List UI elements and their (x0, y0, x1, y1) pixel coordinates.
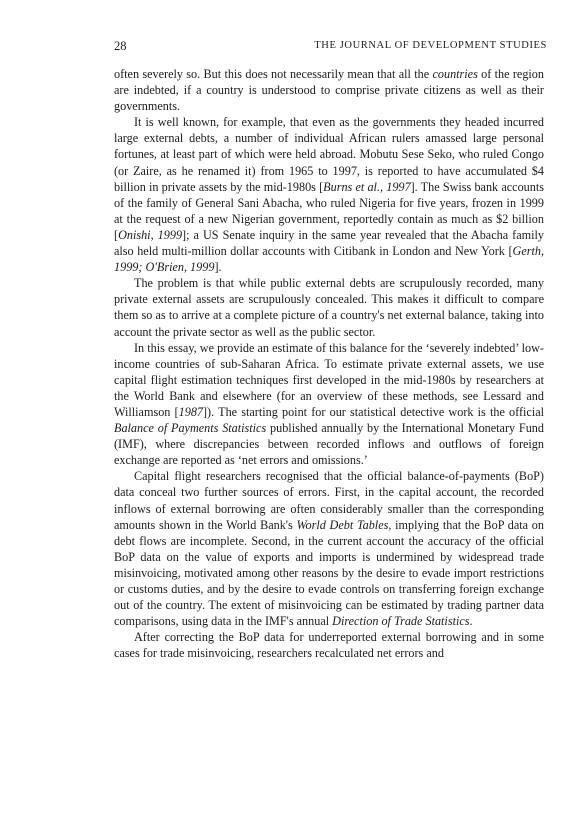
text-run: It is well known, for example, that even as the governments they headed incurred large external debts, a number of individual African rulers amassed large personal fortunes, at least part of which were held abroad. Mobutu Sese Seko, who ruled Congo (or Zaire, as he renamed it) from 1965 to 1997, is reported to have accumulated $4 billion in private assets by the mid-1980s [ (114, 115, 544, 194)
paragraph-6 (114, 629, 544, 661)
page-number: 28 (114, 39, 127, 53)
italic-text: Balance of Payments Statistics (114, 421, 267, 436)
text-run: ]. The Swiss bank accounts of the family of General Sani Abacha, who ruled Nigeria for five years, frozen in 1999 at the request of a new Nigerian government, reportedly contain as much as $2 billion [ (114, 179, 544, 242)
italic-text: 1987 (178, 404, 203, 419)
paragraph-4 (114, 340, 544, 469)
text-run: After correcting the BoP data for underreported external borrowing and in some cases for trade misinvoicing, researchers recalculated net errors and (114, 630, 544, 661)
text-run: ]; a US Senate inquiry in the same year revealed that the Abacha family also held multi-million dollar accounts with Citibank in London and New York [ (114, 227, 544, 259)
text-run: ]. (214, 260, 222, 275)
italic-text: Onishi, 1999 (118, 227, 183, 242)
italic-text: countries (432, 67, 478, 81)
text-run: The problem is that while public external debts are scrupulously recorded, many private external assets are scrupulously concealed. This makes it difficult to compare them so as to arrive at a complete picture of a country's net external balance, taking into account the private sector as well as the public sector. (114, 276, 544, 339)
paragraph-5 (114, 468, 544, 629)
text-run: In this essay, we provide an estimate of this balance for the ‘severely indebted’ low-income countries of sub-Saharan Africa. To estimate private external assets, we use capital flight estimation techniques first developed in the mid-1980s by researchers at the World Bank and elsewhere (for an overview of these methods, see Lessard and Williamson [ (114, 340, 544, 419)
text-run: ]). The starting point for our statistical detective work is the official (203, 404, 544, 419)
italic-text: Burns et al., 1997 (323, 179, 411, 194)
paragraph-2 (114, 114, 544, 275)
text-run: Capital flight researchers recognised that the official balance-of-payments (BoP) data conceal two further sources of errors. First, in the capital account, the recorded inflows of external borrowing are often considerably smaller than the corresponding amounts shown in the World Bank's (114, 469, 544, 532)
paragraph-3 (114, 275, 544, 339)
paragraph-1 (114, 66, 544, 114)
italic-text: Gerth, 1999; O'Brien, 1999 (114, 244, 544, 275)
text-run: published annually by the International Monetary Fund (IMF), where discrepancies between recorded inflows and outflows of foreign exchange are reported as ‘net errors and omissions.’ (114, 421, 544, 468)
text-run: , implying that the BoP data on debt flows are incomplete. Second, in the current account the accuracy of the official BoP data on the value of exports and imports is undermined by widespread trade misinvoicing, motivated among other reasons by the desire to evade import restrictions or customs duties, and by the desire to evade controls on transferring foreign exchange out of the country. The extent of misinvoicing can be estimated by trading partner data comparisons, using data in the IMF's annual (114, 517, 544, 629)
italic-text: World Debt Tables (296, 517, 389, 532)
body-text (114, 66, 544, 661)
text-run: of the region are indebted, if a country is understood to comprise private citizens as well as their governments. (114, 67, 544, 114)
text-run: . (469, 614, 473, 629)
journal-title: THE JOURNAL OF DEVELOPMENT STUDIES (314, 40, 547, 51)
italic-text: Direction of Trade Statistics (332, 614, 470, 629)
text-run: often severely so. But this does not necessarily mean that all the (114, 67, 433, 81)
